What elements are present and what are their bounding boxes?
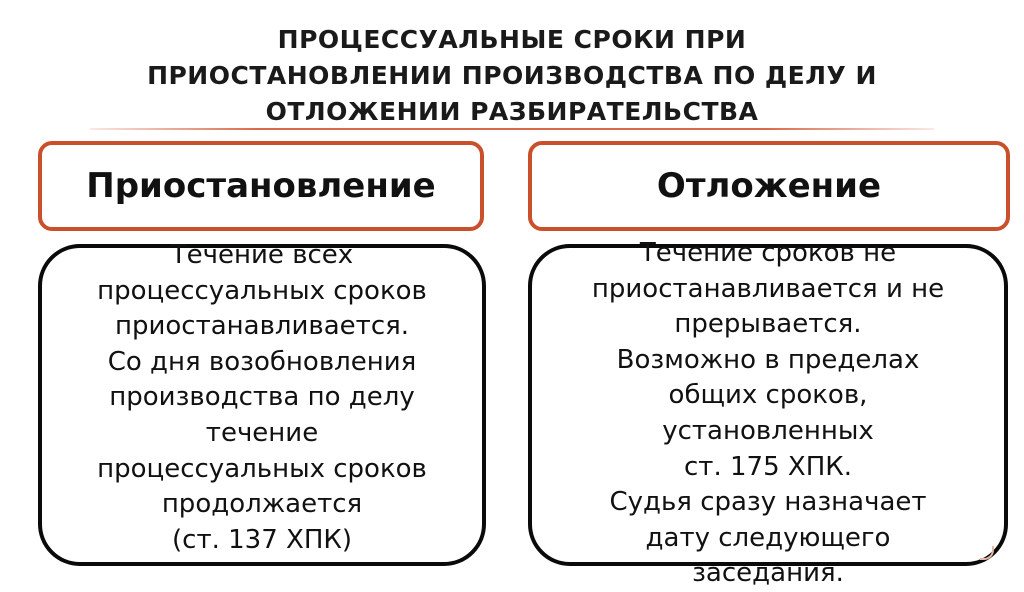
title-divider [90, 128, 934, 130]
postponement-content-box [528, 238, 1008, 589]
content-line: Возможно в пределах [616, 344, 920, 375]
content-line: Течение всех [170, 240, 354, 270]
content-line: Течение сроков не [639, 238, 897, 268]
content-line: приостанавливается и не [591, 273, 945, 304]
content-line: Со дня возобновления [107, 346, 417, 377]
postponement-header: Отложение [528, 141, 1010, 231]
suspension-header: Приостановление [38, 141, 484, 231]
content-line: продолжается [161, 489, 363, 520]
content-line: дату следующего [645, 522, 891, 553]
content-line: прерывается. [674, 309, 862, 340]
content-line: заседания. [692, 558, 844, 589]
slide-title-line: ПРИОСТАНОВЛЕНИИ ПРОИЗВОДСТВА ПО ДЕЛУ И [147, 61, 877, 90]
content-line: ст. 175 ХПК. [684, 451, 852, 482]
slide-title-line: ПРОЦЕССУАЛЬНЫЕ СРОКИ ПРИ [277, 25, 747, 54]
content-line: процессуальных сроков [97, 453, 427, 484]
slide-title [90, 22, 934, 130]
content-line: процессуальных сроков [97, 275, 427, 306]
content-line: установленных [662, 415, 874, 446]
content-line: приостанавливается. [114, 311, 410, 342]
postponement-content-text [532, 236, 1004, 592]
content-line: (ст. 137 ХПК) [172, 524, 352, 555]
content-line: течение [205, 417, 319, 448]
suspension-content-text [42, 238, 482, 558]
content-line: общих сроков, [668, 380, 868, 411]
suspension-content-box [38, 240, 486, 566]
content-line: производства по делу [109, 382, 415, 413]
content-line: Судья сразу назначает [609, 487, 927, 518]
slide-title-line: ОТЛОЖЕНИИ РАЗБИРАТЕЛЬСТВА [265, 97, 759, 126]
